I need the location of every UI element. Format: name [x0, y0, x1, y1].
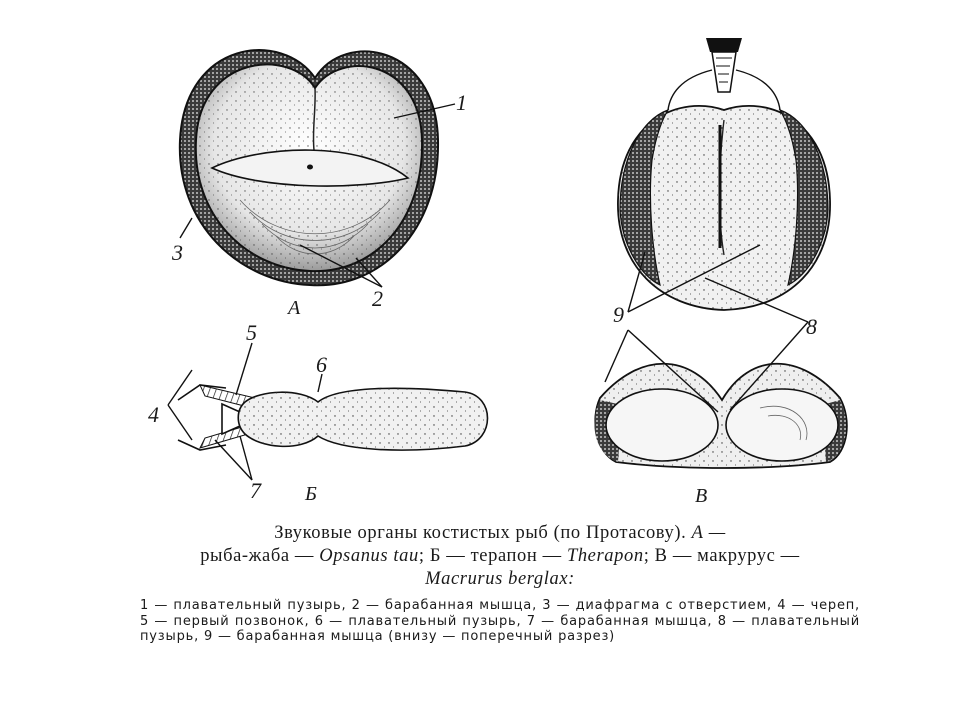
caption-title-c: ; В — макрурус — — [643, 546, 800, 566]
caption-legend: 1 — плавательный пузырь, 2 — барабанная мышца, 3 — диафрагма с отверстием, 4 — череп, 5 — первый позвонок, 6 — плавательный пузырь, 7 — барабанная мышца, 8 — плавательный пузырь, 9 — барабанная мышца (внизу — поперечный разрез) — [140, 598, 860, 644]
label-1: 1 — [456, 90, 467, 115]
caption-title-a: А — — [691, 523, 726, 543]
panel-label-b: Б — [305, 483, 317, 505]
caption-title-macrurus: Macrurus berglax: — [425, 569, 575, 589]
panel-b-drawing — [148, 320, 488, 505]
label-8: 8 — [806, 314, 817, 339]
panel-label-a: А — [288, 297, 301, 319]
panel-a-drawing — [171, 50, 467, 319]
label-7: 7 — [250, 478, 261, 503]
label-9: 9 — [613, 302, 624, 327]
panel-label-c: В — [695, 485, 708, 507]
caption-title — [140, 522, 860, 591]
caption-title-line1: Звуковые органы костистых рыб (по Протасову). — [274, 523, 687, 543]
label-4: 4 — [148, 402, 159, 427]
label-6: 6 — [316, 352, 327, 377]
caption-title-therapon: Therapon — [566, 546, 644, 566]
figure-caption — [140, 522, 860, 645]
caption-title-opsanus: Opsanus tau — [319, 546, 419, 566]
label-2: 2 — [372, 286, 383, 311]
label-3: 3 — [172, 240, 183, 265]
caption-title-toadfish: рыба-жаба — — [200, 546, 315, 566]
panel-c-drawing — [594, 38, 846, 507]
caption-title-b: ; Б — терапон — — [418, 546, 562, 566]
vertebra-c — [706, 38, 742, 52]
label-5: 5 — [246, 320, 257, 345]
